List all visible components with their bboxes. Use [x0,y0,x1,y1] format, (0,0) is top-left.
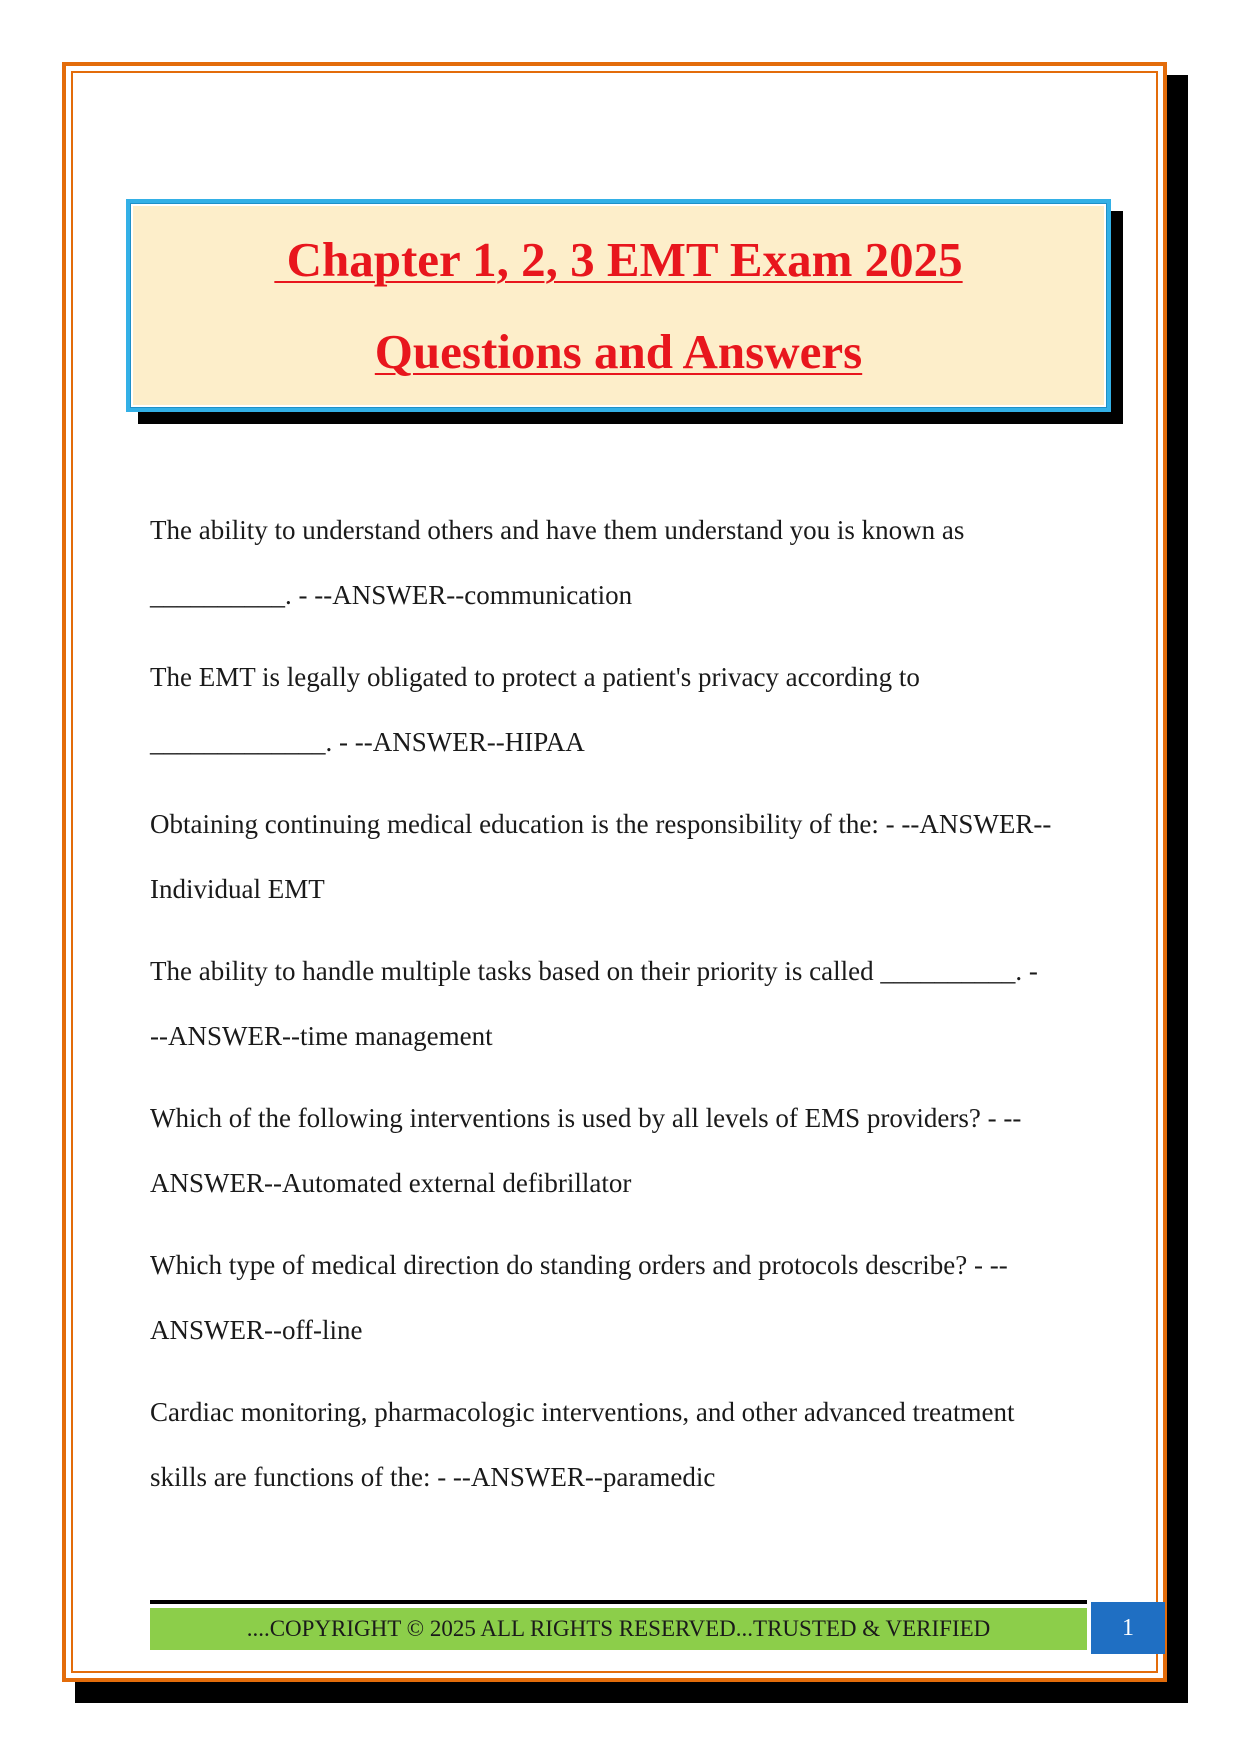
qa-answer-text: _____________. - --ANSWER--HIPAA [150,727,585,757]
qa-item [150,792,1090,922]
qa-question-text: Obtaining continuing medical education is the responsibility of the: - --ANSWER-- [150,809,1052,839]
qa-question-text: Which of the following interventions is used by all levels of EMS providers? - -- [150,1103,1022,1133]
qa-question-text: Cardiac monitoring, pharmacologic interventions, and other advanced treatment [150,1397,1015,1427]
document-title-line-1: Chapter 1, 2, 3 EMT Exam 2025 [274,231,963,287]
footer-divider [150,1600,1087,1604]
qa-question-text: The ability to understand others and have them understand you is known as [150,515,965,545]
title-box-inner [131,204,1106,407]
qa-answer-text: __________. - --ANSWER--communication [150,580,633,610]
qa-item [150,498,1090,628]
footer-band [150,1608,1087,1650]
qa-answer-text: Individual EMT [150,874,325,904]
page-number-box [1091,1602,1165,1654]
qa-item [150,645,1090,775]
qa-question-text: Which type of medical direction do standing orders and protocols describe? - -- [150,1250,1008,1280]
qa-question-text: The ability to handle multiple tasks based on their priority is called __________. - [150,956,1038,986]
qa-item [150,1233,1090,1363]
copyright-text: ....COPYRIGHT © 2025 ALL RIGHTS RESERVED...TRUSTED & VERIFIED [246,1616,991,1641]
document-title-line-2: Questions and Answers [374,323,863,379]
qa-list [150,498,1090,1527]
qa-item [150,1086,1090,1216]
qa-item [150,1380,1090,1510]
qa-answer-text: --ANSWER--time management [150,1021,493,1051]
qa-answer-text: ANSWER--Automated external defibrillator [150,1168,632,1198]
qa-answer-text: ANSWER--off-line [150,1315,363,1345]
qa-item [150,939,1090,1069]
qa-answer-text: skills are functions of the: - --ANSWER--paramedic [150,1462,716,1492]
qa-question-text: The EMT is legally obligated to protect a patient's privacy according to [150,662,920,692]
page-number: 1 [1122,1614,1134,1641]
title-box [126,199,1111,412]
